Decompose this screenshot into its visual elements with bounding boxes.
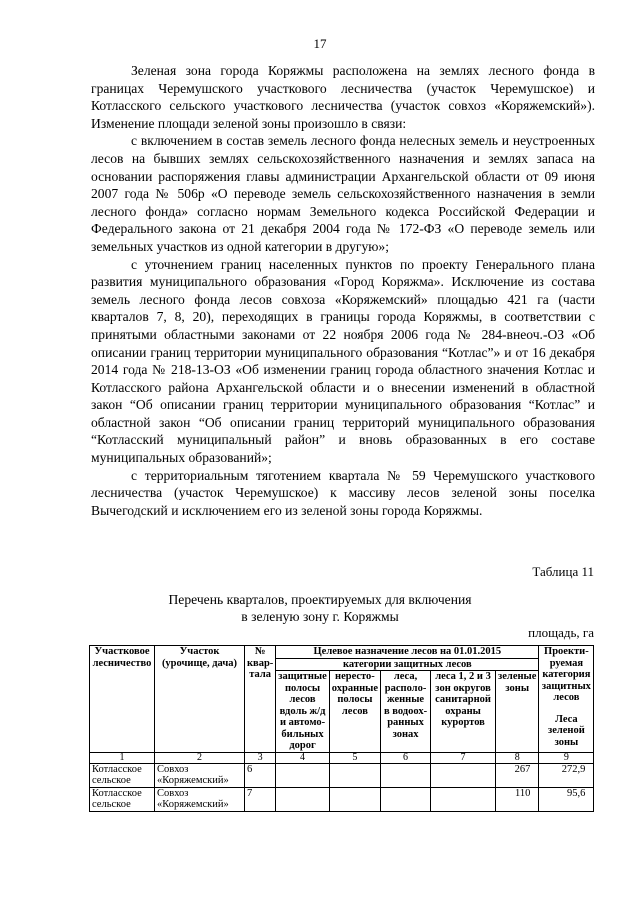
table-row	[90, 763, 594, 787]
header-projected-category-title: Проекти-руемая категория защитных лесов	[541, 646, 591, 703]
table-row	[90, 787, 594, 811]
header-green-zones: зеленые зоны	[496, 671, 539, 753]
table-label: Таблица 11	[532, 564, 594, 579]
cell-spawning-strips	[329, 787, 380, 811]
table-title	[0, 591, 640, 625]
header-road-strips: защитные полосы лесов вдоль ж/д и автомо-бильных дорог	[276, 671, 329, 753]
cell-spawning-strips	[329, 763, 380, 787]
header-spawning-strips: нересто-охранные полосы лесов	[329, 671, 380, 753]
cell-resort-zones	[431, 763, 496, 787]
paragraph-reason-1: с включением в состав земель лесного фонда нелесных земель и неустроенных лесов на бывших землях сельскохозяйственного назначения и землях запаса на основании распоряжения главы администрации Архангельской области от 09 июня 2007 года № 506р «О переводе земель сельскохозяйственного назначения в земли лесного фонда» согласно нормам Земельного кодекса Российской Федерации и Федерального закона от 21 декабря 2004 года № 172-ФЗ «О переводе земель или земельных участков из одной категории в другую»;	[91, 133, 595, 254]
column-number: 7	[431, 752, 496, 763]
header-water-zones: леса, располо-женные в водоох-ранных зонах	[381, 671, 431, 753]
cell-forestry: Котласское сельское	[90, 763, 155, 787]
header-green-zone-forests: Леса зеленой зоны	[548, 713, 585, 748]
cell-green-zones: 110	[496, 787, 539, 811]
cell-resort-zones	[431, 787, 496, 811]
column-number: 3	[245, 752, 276, 763]
table-title-line-2: в зеленую зону г. Коряжмы	[241, 609, 399, 624]
column-number: 4	[276, 752, 329, 763]
paragraph-reason-2: с уточнением границ населенных пунктов по проекту Генерального плана развития муниципального образования «Город Коряжма». Исключение из состава земель лесного фонда лесов совхоза «Коряжемский» площадью 421 га (части кварталов 7, 8, 20), переходящих в границы города Коряжмы, в соответствии с принятыми областными законами от 22 ноября 2006 года № 284-внеоч.-ОЗ «Об описании границ территории муниципального образования “Котлас”» и от 16 декабря 2014 года № 218-13-ОЗ «Об изменении границ города областного значения Котлас и Котласского района Архангельской области и о внесении изменений в областной закон “Об описании границ территории муниципального образования “Котлас” и областной закон “Об описании границ территорий муниципального образования “Котласский муниципальный район” и вновь образованных в его составе муниципальных образований»;	[91, 256, 595, 466]
cell-road-strips	[276, 763, 329, 787]
column-number: 9	[539, 752, 594, 763]
cell-projected-green-zone: 272,9	[539, 763, 594, 787]
cell-site: Совхоз «Коряжемский»	[155, 787, 245, 811]
cell-quarter: 7	[245, 787, 276, 811]
cell-road-strips	[276, 787, 329, 811]
paragraph-reason-3: с территориальным тяготением квартала № 59 Черемушского участкового лесничества (участок Черемушское) к массиву лесов зеленой зоны поселка Вычегодский и исключением его из зеленой зоны города Коряжмы.	[91, 467, 595, 518]
cell-forestry: Котласское сельское	[90, 787, 155, 811]
header-site: Участок (урочище, дача)	[155, 646, 245, 753]
header-protective-categories: категории защитных лесов	[276, 658, 539, 671]
page-number: 17	[313, 36, 327, 51]
cell-projected-green-zone: 95,6	[539, 787, 594, 811]
column-number-row	[90, 752, 594, 763]
cell-water-zones	[381, 787, 431, 811]
cell-green-zones: 267	[496, 763, 539, 787]
paragraph-intro: Зеленая зона города Коряжмы расположена на землях лесного фонда в границах Черемушского участкового лесничества (участок Черемушское) и Котласского сельского участкового лесничества (участок совхоз «Коряжемский»). Изменение площади зеленой зоны произошло в связи:	[91, 63, 595, 131]
header-purpose-group: Целевое назначение лесов на 01.01.2015	[276, 646, 539, 659]
quarters-table	[89, 645, 594, 812]
table-unit: площадь, га	[528, 625, 594, 640]
column-number: 8	[496, 752, 539, 763]
cell-water-zones	[381, 763, 431, 787]
cell-quarter: 6	[245, 763, 276, 787]
table-title-line-1: Перечень кварталов, проектируемых для включения	[168, 592, 472, 607]
column-number: 5	[329, 752, 380, 763]
header-forestry: Участковое лесничество	[90, 646, 155, 753]
header-resort-zones: леса 1, 2 и 3 зон округов санитарной охраны курортов	[431, 671, 496, 753]
column-number: 1	[90, 752, 155, 763]
cell-site: Совхоз «Коряжемский»	[155, 763, 245, 787]
body-text	[91, 62, 595, 519]
header-quarter: № квар-тала	[245, 646, 276, 753]
header-projected-category	[539, 646, 594, 753]
column-number: 2	[155, 752, 245, 763]
column-number: 6	[381, 752, 431, 763]
